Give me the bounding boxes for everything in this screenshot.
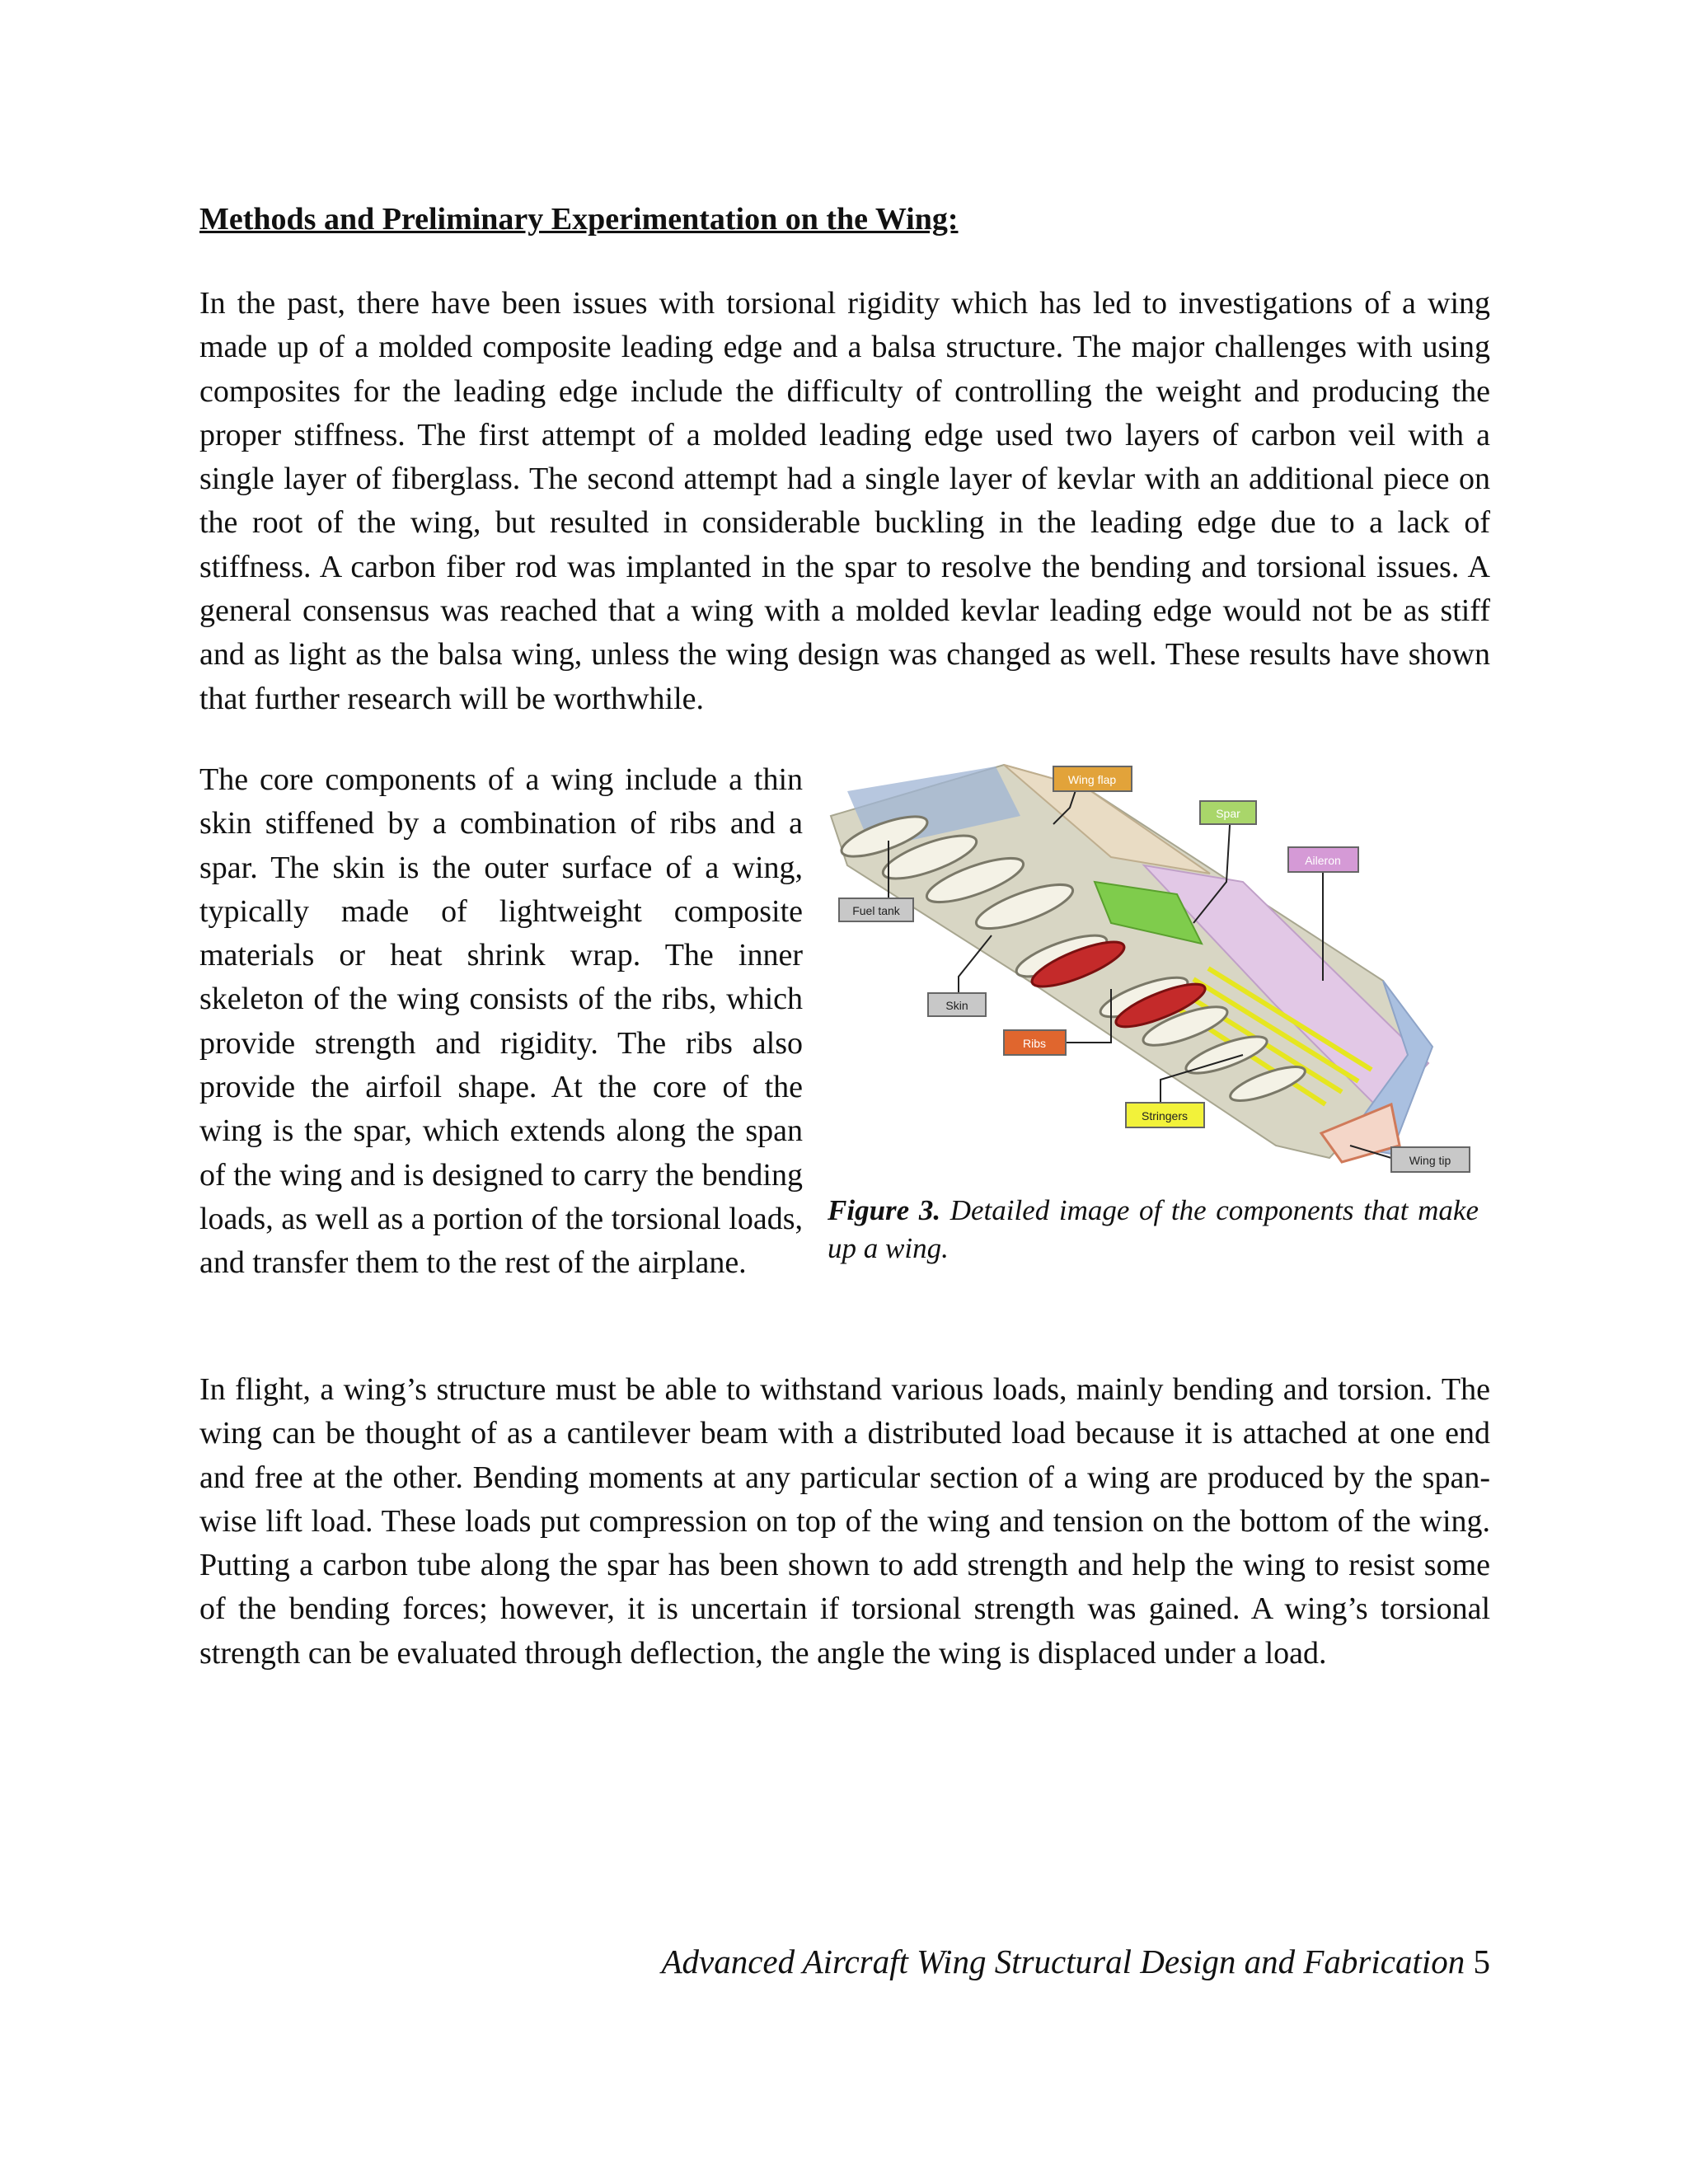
figure-3 [814,758,1490,1320]
figure-caption-label: Figure 3. [828,1194,941,1226]
label-wing-flap [1053,766,1132,791]
paragraph-wing-components-block [199,758,1490,1320]
label-text: Wing tip [1409,1154,1451,1167]
label-text: Wing flap [1067,773,1117,786]
label-fuel-tank [839,898,913,921]
paragraph-intro: In the past, there have been issues with torsional rigidity which has led to investigations of a wing made up of a molded composite leading edge and a balsa structure. The major challenges with using composites for the leading edge include the difficulty of controlling the weight and producing the proper stiffness. The first attempt of a molded leading edge used two layers of carbon veil with a single layer of fiberglass. The second attempt had a single layer of kevlar with an additional piece on the root of the wing, but resulted in considerable buckling in the leading edge due to a lack of stiffness. A carbon fiber rod was implanted in the spar to resolve the bending and torsional issues. A general consensus was reached that a wing with a molded kevlar leading edge would not be as stiff and as light as the balsa wing, unless the wing design was changed as well. These results have shown that further research will be worthwhile. [199,286,1490,716]
paragraph-flight-loads: In flight, a wing’s structure must be able to withstand various loads, mainly bending and torsion. The wing can be thought of as a cantilever beam with a distributed load because it is attached at one end and free at the other. Bending moments at any particular section of a wing are produced by the span-wise lift load. These loads put compression on top of the wing and tension on the bottom of the wing. Putting a carbon tube along the spar has been shown to add strength and help the wing to resist some of the bending forces; however, it is uncertain if torsional strength was gained. A wing’s torsional strength can be evaluated through deflection, the angle the wing is displaced under a load. [199,1372,1490,1671]
label-text: Ribs [1022,1037,1047,1050]
section-heading: Methods and Preliminary Experimentation on the Wing: [199,202,959,237]
figure-caption-text: Detailed image of the components that make up a wing. [828,1194,1479,1264]
figure-caption [828,1192,1479,1268]
label-text: Skin [945,999,968,1012]
footer-title: Advanced Aircraft Wing Structural Design and Fabrication [661,1943,1465,1980]
label-spar [1200,801,1256,824]
label-text: Fuel tank [852,904,900,917]
paragraph-wing-components: The core components of a wing include a thin skin stiffened by a combination of ribs and a spar. The skin is the outer surface of a wing, typically made of lightweight composite materials or heat shrink wrap. The inner skeleton of the wing consists of the ribs, which provide strength and rigidity. The ribs also provide the airfoil shape. At the core of the wing is the spar, which extends along the span of the wing and is designed to carry the bending loads, as well as a portion of the torsional loads, and transfer them to the rest of the airplane. [199,762,803,1281]
label-skin [928,993,986,1016]
label-stringers [1126,1103,1204,1127]
label-wing-tip [1391,1147,1470,1172]
label-text: Stringers [1141,1109,1189,1122]
wing-diagram [814,758,1490,1187]
label-text: Spar [1216,807,1240,820]
label-text: Aileron [1305,854,1341,867]
page-footer [661,1940,1490,1983]
page-number: 5 [1473,1943,1490,1980]
label-aileron [1288,847,1358,872]
label-ribs [1004,1030,1066,1055]
